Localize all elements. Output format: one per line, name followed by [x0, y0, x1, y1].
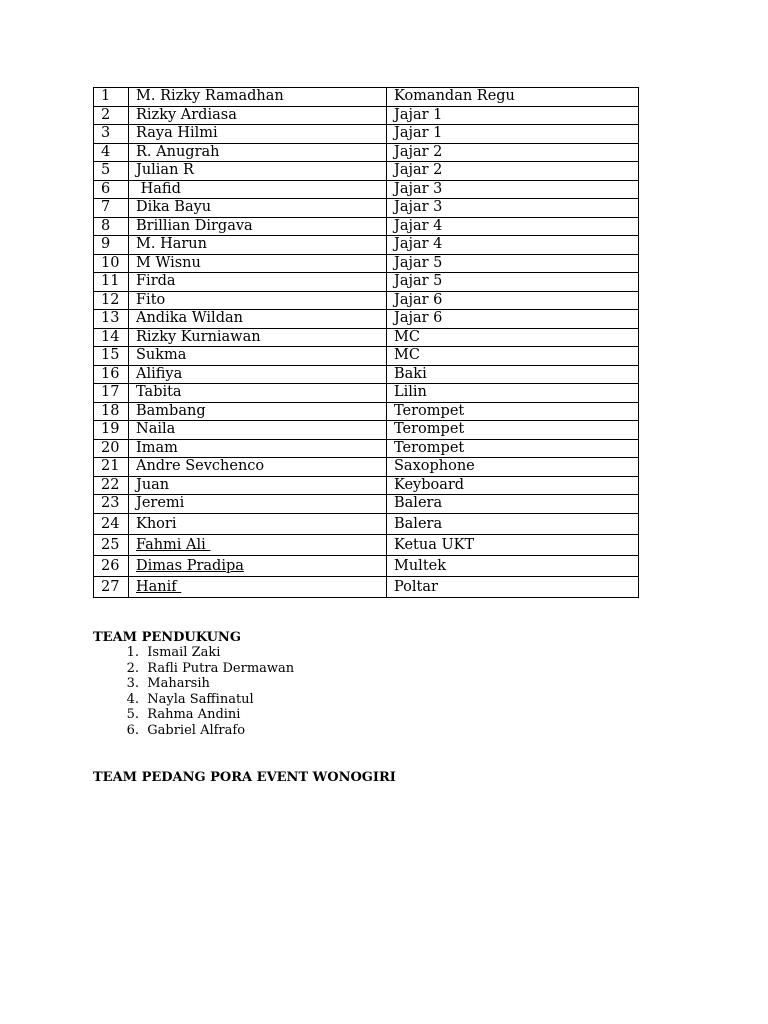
member-name: Imam — [129, 439, 387, 458]
member-role: Jajar 5 — [387, 254, 639, 273]
member-name: Brillian Dirgava — [129, 217, 387, 236]
member-role: Jajar 3 — [387, 199, 639, 218]
table-row — [94, 555, 639, 576]
member-role: Saxophone — [387, 458, 639, 477]
row-number: 7 — [94, 199, 129, 218]
member-role: Multek — [387, 555, 639, 576]
member-role: Jajar 5 — [387, 273, 639, 292]
member-role: Balera — [387, 513, 639, 534]
row-number: 16 — [94, 365, 129, 384]
list-item — [93, 723, 294, 739]
table-row — [94, 534, 639, 555]
member-role: Jajar 4 — [387, 217, 639, 236]
member-name: Dimas Pradipa — [136, 557, 244, 574]
support-team-heading: TEAM PENDUKUNG — [93, 630, 241, 645]
row-number: 23 — [94, 495, 129, 514]
member-name: Andre Sevchenco — [129, 458, 387, 477]
table-row — [94, 88, 639, 107]
member-role: Jajar 4 — [387, 236, 639, 255]
member-name: M. Rizky Ramadhan — [129, 88, 387, 107]
table-row — [94, 513, 639, 534]
member-name: Julian R — [129, 162, 387, 181]
list-item — [93, 676, 294, 692]
member-role: Ketua UKT — [387, 534, 639, 555]
member-name: Bambang — [129, 402, 387, 421]
table-row — [94, 143, 639, 162]
member-name-cell — [129, 534, 387, 555]
roster-table — [93, 87, 639, 598]
table-row — [94, 125, 639, 144]
table-row — [94, 180, 639, 199]
list-item-number: 6. — [126, 722, 139, 738]
row-number: 2 — [94, 106, 129, 125]
table-row — [94, 310, 639, 329]
list-item — [93, 645, 294, 661]
table-row — [94, 576, 639, 597]
row-number: 12 — [94, 291, 129, 310]
member-name: M. Harun — [129, 236, 387, 255]
member-name: Alifiya — [129, 365, 387, 384]
row-number: 10 — [94, 254, 129, 273]
list-item-name: Maharsih — [147, 676, 210, 692]
member-name: Naila — [129, 421, 387, 440]
row-number: 27 — [94, 576, 129, 597]
member-role: Baki — [387, 365, 639, 384]
member-role: Terompet — [387, 421, 639, 440]
table-row — [94, 106, 639, 125]
list-item-name: Rahma Andini — [147, 707, 241, 723]
member-name: Juan — [129, 476, 387, 495]
row-number: 11 — [94, 273, 129, 292]
list-item-number: 1. — [126, 645, 139, 660]
table-row — [94, 402, 639, 421]
table-row — [94, 439, 639, 458]
member-name: Rizky Kurniawan — [129, 328, 387, 347]
row-number: 14 — [94, 328, 129, 347]
list-item-number: 3. — [126, 676, 139, 692]
row-number: 24 — [94, 513, 129, 534]
member-role: MC — [387, 328, 639, 347]
row-number: 15 — [94, 347, 129, 366]
member-role: Terompet — [387, 402, 639, 421]
table-row — [94, 217, 639, 236]
member-role: Terompet — [387, 439, 639, 458]
support-team-list — [93, 645, 294, 739]
member-role: Jajar 1 — [387, 106, 639, 125]
event-team-heading: TEAM PEDANG PORA EVENT WONOGIRI — [93, 770, 396, 785]
row-number: 6 — [94, 180, 129, 199]
row-number: 4 — [94, 143, 129, 162]
list-item-number: 2. — [126, 660, 139, 676]
table-row — [94, 347, 639, 366]
row-number: 26 — [94, 555, 129, 576]
member-role: Lilin — [387, 384, 639, 403]
member-role: MC — [387, 347, 639, 366]
member-role: Keyboard — [387, 476, 639, 495]
member-name: Jeremi — [129, 495, 387, 514]
row-number: 20 — [94, 439, 129, 458]
member-name: Fito — [129, 291, 387, 310]
table-row — [94, 384, 639, 403]
list-item-name: Ismail Zaki — [147, 645, 221, 660]
member-role: Jajar 6 — [387, 291, 639, 310]
member-name: Fahmi Ali — [136, 536, 211, 553]
list-item — [93, 707, 294, 723]
row-number: 25 — [94, 534, 129, 555]
row-number: 21 — [94, 458, 129, 477]
table-row — [94, 421, 639, 440]
member-name: Raya Hilmi — [129, 125, 387, 144]
table-row — [94, 236, 639, 255]
table-row — [94, 291, 639, 310]
member-name: Rizky Ardiasa — [129, 106, 387, 125]
member-name: Tabita — [129, 384, 387, 403]
member-role: Komandan Regu — [387, 88, 639, 107]
member-name: M Wisnu — [129, 254, 387, 273]
table-row — [94, 365, 639, 384]
row-number: 3 — [94, 125, 129, 144]
member-role: Poltar — [387, 576, 639, 597]
row-number: 17 — [94, 384, 129, 403]
member-name: Andika Wildan — [129, 310, 387, 329]
row-number: 22 — [94, 476, 129, 495]
member-role: Jajar 2 — [387, 162, 639, 181]
list-item — [93, 661, 294, 677]
member-role: Jajar 2 — [387, 143, 639, 162]
member-role: Jajar 6 — [387, 310, 639, 329]
member-name: Firda — [129, 273, 387, 292]
row-number: 18 — [94, 402, 129, 421]
table-row — [94, 328, 639, 347]
table-row — [94, 476, 639, 495]
table-row — [94, 162, 639, 181]
member-name: Hafid — [129, 180, 387, 199]
list-item-name: Nayla Saffinatul — [147, 691, 254, 707]
member-role: Balera — [387, 495, 639, 514]
table-row — [94, 495, 639, 514]
list-item-number: 5. — [126, 707, 139, 723]
member-name: Dika Bayu — [129, 199, 387, 218]
member-name: Khori — [129, 513, 387, 534]
list-item-name: Gabriel Alfrafo — [147, 722, 246, 738]
member-role: Jajar 1 — [387, 125, 639, 144]
row-number: 19 — [94, 421, 129, 440]
member-role: Jajar 3 — [387, 180, 639, 199]
member-name-cell — [129, 555, 387, 576]
member-name: Sukma — [129, 347, 387, 366]
table-row — [94, 273, 639, 292]
list-item — [93, 692, 294, 708]
row-number: 9 — [94, 236, 129, 255]
row-number: 8 — [94, 217, 129, 236]
row-number: 1 — [94, 88, 129, 107]
table-row — [94, 458, 639, 477]
list-item-name: Rafli Putra Dermawan — [147, 660, 295, 676]
table-row — [94, 254, 639, 273]
row-number: 13 — [94, 310, 129, 329]
member-name-cell — [129, 576, 387, 597]
member-name: R. Anugrah — [129, 143, 387, 162]
member-name: Hanif — [136, 578, 182, 595]
list-item-number: 4. — [126, 691, 139, 707]
row-number: 5 — [94, 162, 129, 181]
table-row — [94, 199, 639, 218]
